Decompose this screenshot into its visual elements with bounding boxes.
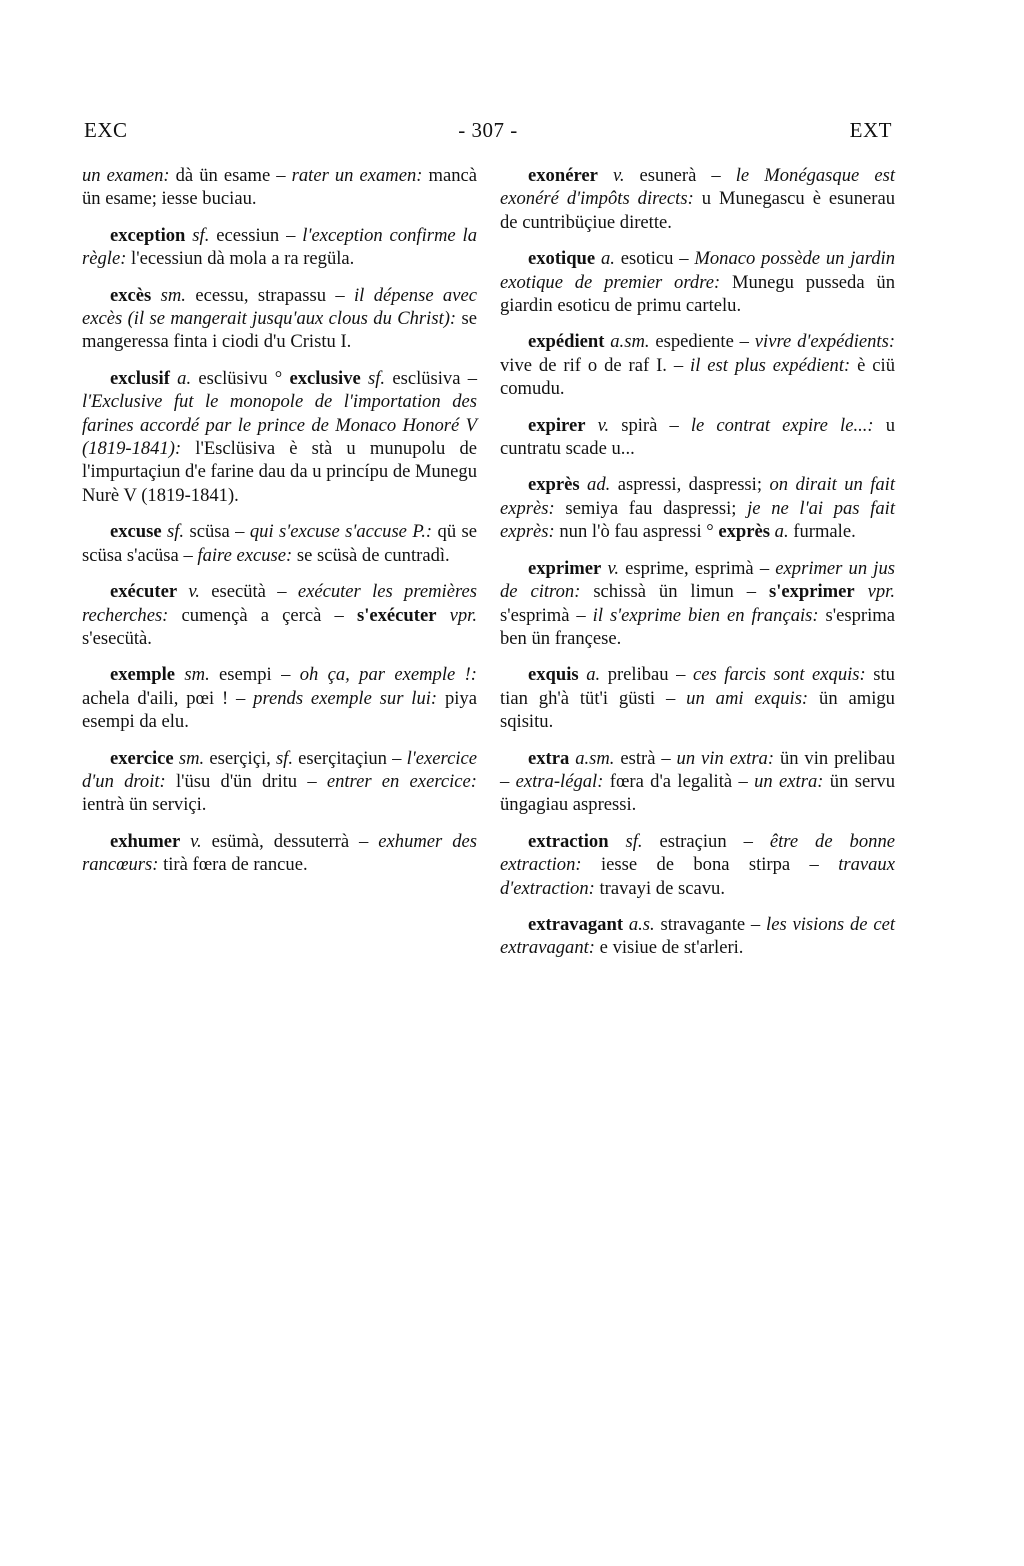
grammar-label: ad. (579, 474, 611, 496)
monegasque-text: ün servu üngagiau aspressi. (500, 770, 896, 816)
monegasque-text: estrà – (614, 747, 677, 769)
monegasque-text: scüsa – (184, 521, 250, 543)
monegasque-text: esunerà – (624, 165, 736, 186)
dictionary-entry (82, 580, 477, 650)
grammar-label: v. (597, 165, 625, 186)
headword: exhumer (110, 830, 181, 852)
french-example: ces farcis sont exquis: (693, 664, 866, 686)
right-column (500, 164, 895, 973)
french-example: qui s'excuse s'accuse P.: (249, 521, 433, 543)
french-example: on dirait un fait exprès: (500, 474, 896, 519)
headword: exception (110, 224, 186, 246)
monegasque-text: qü se scüsa s'acüsa – (82, 521, 477, 566)
french-example: travaux d'extraction: (500, 854, 895, 899)
monegasque-text: esclüsiva – (385, 367, 478, 389)
monegasque-text: ecessiun – (209, 224, 303, 246)
monegasque-text: stu tian gh'à tüt'i güsti – (500, 664, 895, 709)
grammar-label: sm. (151, 284, 186, 306)
grammar-label: a.sm. (604, 331, 650, 353)
headword: excuse (110, 521, 162, 543)
french-example: les visions de cet extravagant: (500, 913, 895, 959)
french-example: exprimer un jus de citron: (500, 557, 896, 603)
french-example: le contrat expire le...: (690, 414, 874, 436)
monegasque-text: semiya fau daspressi; (554, 497, 748, 519)
grammar-label: vpr. (436, 604, 477, 626)
running-head-right: EXT (849, 118, 892, 142)
french-example: il s'exprime bien en français: (592, 604, 819, 626)
grammar-label: sf. (360, 367, 386, 389)
monegasque-text: ientrà ün serviçi. (82, 794, 207, 816)
monegasque-text: è ciü comudu. (500, 354, 895, 400)
french-example: exhumer des rancœurs: (82, 830, 478, 876)
headword: s'exprimer (768, 581, 855, 603)
monegasque-text: espediente – (649, 331, 755, 353)
monegasque-text: mancà ün esame; iesse buciau. (82, 165, 477, 210)
dictionary-entry (82, 663, 477, 733)
french-example: exécuter les premières recherches: (82, 581, 477, 626)
french-example: prends exemple sur lui: (253, 687, 438, 709)
headword: exclusif (110, 367, 170, 389)
monegasque-text: stravagante – (654, 913, 767, 935)
french-example: extra-légal: (515, 770, 604, 792)
french-example: Monaco possède un jardin exotique de premier ordre: (500, 248, 896, 293)
french-example: un ami exquis: (686, 687, 809, 709)
grammar-label: v. (585, 414, 610, 436)
grammar-label: sf. (185, 224, 210, 246)
headword: exécuter (110, 581, 178, 603)
monegasque-text: piya esempi da elu. (82, 687, 477, 733)
grammar-label: v. (601, 557, 619, 579)
monegasque-text: prelibau – (600, 664, 693, 686)
monegasque-text: vive de rif o de raf I. – (500, 354, 691, 376)
grammar-label: sf. (275, 747, 293, 769)
grammar-label: a.s. (623, 913, 655, 935)
french-example: faire excuse: (197, 544, 293, 566)
monegasque-text: esprime, esprimà – (619, 557, 776, 579)
french-example: je ne l'ai pas fait exprès: (500, 497, 895, 543)
monegasque-text: s'esecütà. (82, 627, 152, 649)
headword: exemple (110, 664, 176, 686)
page-number: - 307 - (458, 118, 518, 142)
monegasque-text: eserçitaçiun – (293, 747, 407, 769)
headword: exquis (528, 664, 579, 686)
monegasque-text: l'Esclüsiva è stà u munupolu de l'impurtaçiun d'e farine dau da u princípu de Munegu Nurè V (1819-1841). (82, 438, 477, 506)
monegasque-text: schissà ün limun – (580, 581, 769, 603)
monegasque-text: se scüsà de cuntradì. (292, 544, 450, 566)
monegasque-text: esümà, dessuterrà – (201, 830, 379, 852)
dictionary-entry (500, 414, 895, 461)
french-example: un extra: (754, 770, 824, 792)
headword: exonérer (528, 165, 598, 186)
headword: s'exécuter (356, 604, 437, 626)
grammar-label: a. (595, 248, 615, 270)
monegasque-text: fœra d'a legalità – (603, 770, 755, 792)
headword: extravagant (528, 913, 624, 935)
french-example: un vin extra: (676, 747, 775, 769)
page-header (84, 118, 892, 150)
monegasque-text: spirà – (609, 414, 691, 436)
headword: exprès (528, 474, 580, 496)
dictionary-entry (82, 284, 477, 354)
grammar-label: sf. (161, 521, 185, 543)
grammar-label: a. (770, 521, 789, 543)
dictionary-entry (500, 830, 895, 900)
monegasque-text: esempi – (209, 664, 300, 686)
grammar-label: sm. (173, 747, 205, 769)
dictionary-entry (500, 247, 895, 317)
headword: extra (528, 747, 570, 769)
monegasque-text: l'ecessiun dà mola a ra regüla. (126, 248, 355, 270)
headword: exclusive (289, 367, 361, 389)
dictionary-entry (82, 367, 477, 507)
headword: extraction (528, 830, 609, 852)
french-example: un examen: (82, 165, 170, 186)
french-example: l'Exclusive fut le monopole de l'importation des farines accordé par le prince de Monaco Honoré V (1819-1841): (82, 391, 477, 460)
monegasque-text: aspressi, daspressi; (610, 474, 770, 496)
grammar-label: vpr. (854, 581, 895, 603)
dictionary-entry (500, 330, 895, 400)
monegasque-text: ün amigu sqisitu. (500, 687, 895, 733)
grammar-label: a. (169, 367, 192, 389)
headword: excès (110, 284, 152, 306)
grammar-label: v. (177, 581, 200, 603)
dictionary-entry (500, 557, 895, 651)
french-example: entrer en exercice: (326, 770, 477, 792)
monegasque-text: s'esprima ben ün françese. (500, 604, 896, 649)
dictionary-entry (82, 224, 477, 271)
dictionary-entry (82, 164, 477, 211)
french-example: il est plus expédient: (690, 354, 851, 376)
left-column (82, 164, 477, 890)
monegasque-text: iesse de bona stirpa – (581, 854, 839, 876)
french-example: rater un examen: (291, 165, 423, 186)
monegasque-text: ecessu, strapassu – (185, 284, 355, 306)
monegasque-text: nun l'ò fau aspressi ° (554, 521, 719, 543)
grammar-label: a.sm. (569, 747, 615, 769)
french-example: l'exception confirme la règle: (82, 224, 478, 270)
monegasque-text: achela d'aili, pœi ! – (82, 687, 254, 709)
french-example: le Monégasque est exonéré d'impôts directs: (500, 165, 895, 210)
headword: exercice (110, 747, 174, 769)
headword: expirer (528, 414, 586, 436)
monegasque-text: furmale. (788, 521, 856, 543)
monegasque-text: travayi de scavu. (594, 877, 725, 899)
dictionary-entry (500, 913, 895, 960)
headword: exotique (528, 248, 596, 270)
monegasque-text: dà ün esame – (169, 165, 292, 186)
monegasque-text: u cuntratu scade u... (500, 414, 895, 460)
grammar-label: sm. (175, 664, 210, 686)
dictionary-entry (500, 663, 895, 733)
monegasque-text: e visiue de st'arleri. (595, 937, 744, 959)
dictionary-entry (500, 164, 895, 234)
monegasque-text: u Munegascu è esunerau de cuntribüçiue dirette. (500, 188, 896, 233)
dictionary-entry (500, 473, 895, 543)
headword: exprès (718, 521, 771, 543)
monegasque-text: esecütà – (199, 581, 298, 603)
monegasque-text: esoticu – (614, 248, 695, 270)
monegasque-text: esclüsivu ° (191, 367, 290, 389)
dictionary-entry (82, 520, 477, 567)
french-example: être de bonne extraction: (500, 830, 895, 876)
french-example: il dépense avec excès (il se mangerait jusqu'aux clous du Christ): (82, 284, 477, 330)
monegasque-text: s'esprimà – (500, 604, 593, 626)
dictionary-entry (82, 747, 477, 817)
monegasque-text: eserçiçi, (204, 747, 276, 769)
dictionary-entry (500, 747, 895, 817)
monegasque-text: se mangeressa finta i ciodi d'u Cristu I. (82, 308, 477, 353)
headword: expédient (528, 331, 605, 353)
dictionary-entry (82, 830, 477, 877)
french-example: vivre d'expédients: (754, 331, 896, 353)
grammar-label: sf. (608, 830, 643, 852)
monegasque-text: ün vin prelibau – (500, 747, 896, 792)
monegasque-text: l'üsu d'ün dritu – (165, 770, 327, 792)
grammar-label: a. (578, 664, 601, 686)
monegasque-text: Munegu pusseda ün giardin esoticu de primu cartelu. (500, 271, 895, 317)
french-example: l'exercice d'un droit: (82, 747, 477, 792)
monegasque-text: tirà fœra de rancue. (158, 854, 308, 876)
french-example: oh ça, par exemple !: (299, 664, 477, 686)
monegasque-text: cumençà a çercà – (168, 604, 357, 626)
grammar-label: v. (180, 830, 202, 852)
headword: exprimer (528, 557, 602, 579)
running-head-left: EXC (84, 118, 128, 142)
monegasque-text: estraçiun – (642, 830, 770, 852)
